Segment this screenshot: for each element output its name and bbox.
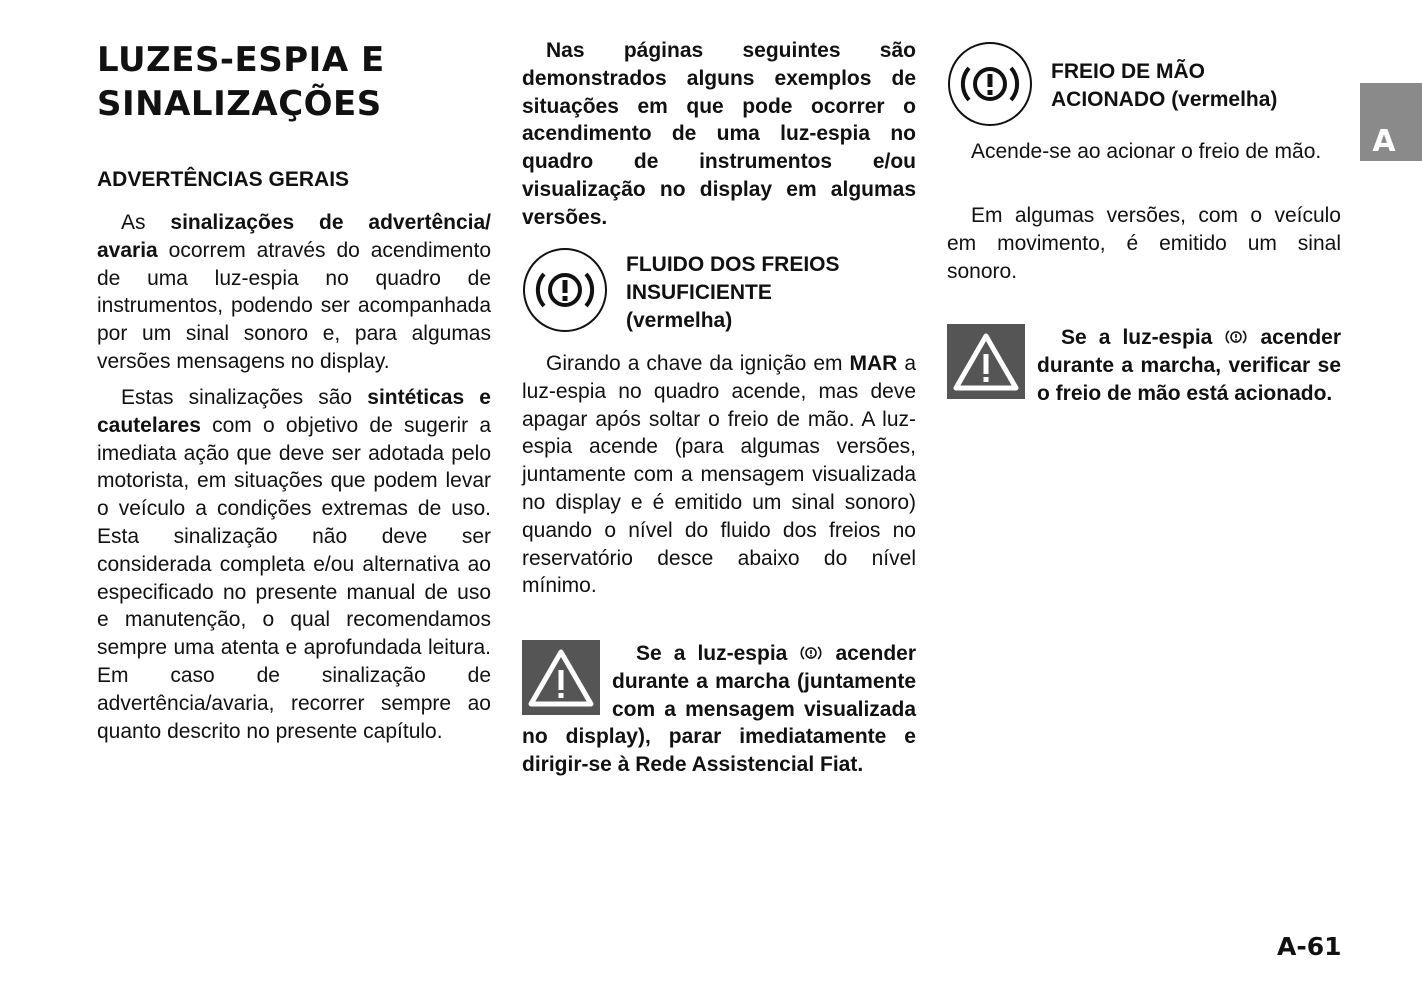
warning-triangle-icon xyxy=(947,324,1025,399)
text-run: As xyxy=(121,211,171,234)
brake-warning-icon xyxy=(947,41,1033,127)
paragraph-parking-brake-1: Acende-se ao acionar o freio de mão. xyxy=(971,140,1322,163)
lamp-heading-brake-fluid xyxy=(626,251,840,335)
text-run: Se a luz-espia xyxy=(636,642,788,665)
paragraph-brake-fluid xyxy=(522,350,916,600)
title-line-1: LUZES-ESPIA E xyxy=(97,40,385,80)
warning-triangle-icon xyxy=(522,640,600,715)
text-run: a luz-espia no quadro acende, mas deve apagar após soltar o freio de mão. A luz-espia acende (para algumas versões, juntamente com a mensagem visualizada no display e é emitido um sinal sonoro) quando o nível do fluido dos freios no reservatório desce abaixo do nível mínimo. xyxy=(522,352,917,598)
lamp-heading-line: (vermelha) xyxy=(1171,88,1278,111)
bold-run: MAR xyxy=(849,352,898,375)
page-number: A-61 xyxy=(1277,932,1342,961)
bold-run: sinalizações de advertência/ avaria xyxy=(97,211,491,262)
title-line-2: SINALIZAÇÕES xyxy=(97,84,382,124)
lamp-heading-parking-brake xyxy=(1051,58,1277,114)
paragraph-general-2 xyxy=(97,384,491,745)
warning-box-parking-brake xyxy=(947,324,1341,407)
text-run: acender durante a marcha (juntamente com a mensagem visualizada no display), parar imediatamente e dirigir-se à Rede Assistencial Fiat. xyxy=(522,642,916,777)
brake-warning-icon xyxy=(522,247,608,333)
intro-paragraph: Nas páginas seguintes são demonstrados alguns exemplos de situações em que pode ocorrer o acendimento de uma luz-espia no quadro de instrumentos e/ou visualização no display em algumas versões. xyxy=(522,39,916,229)
lamp-heading-line: ACIONADO xyxy=(1051,88,1166,111)
lamp-heading-line: FREIO DE MÃO xyxy=(1051,60,1206,83)
text-run: ocorrem através do acendimento de uma luz-espia no quadro de instrumentos, podendo ser acompanhada por um sinal sonoro e, para algumas versões mensagens no display. xyxy=(97,238,491,373)
brake-warning-icon xyxy=(1224,327,1248,347)
warning-box-brake-fluid xyxy=(522,640,916,779)
section-subheading: ADVERTÊNCIAS GERAIS xyxy=(97,168,350,191)
text-run: Estas sinalizações são xyxy=(121,386,368,409)
paragraph-general-1 xyxy=(97,209,491,376)
lamp-heading-line: (vermelha) xyxy=(626,309,733,332)
text-run: Girando a chave da ignição em xyxy=(546,352,850,375)
section-tab xyxy=(1360,83,1422,161)
brake-warning-icon xyxy=(799,643,823,663)
bold-run: sintéticas e cautelares xyxy=(97,386,491,437)
lamp-heading-line: INSUFICIENTE xyxy=(626,281,772,304)
text-run: Se a luz-espia xyxy=(1061,326,1213,349)
section-tab-letter: A xyxy=(1372,124,1396,159)
lamp-heading-line: FLUIDO DOS FREIOS xyxy=(626,253,840,276)
page-title xyxy=(97,38,385,126)
text-run: com o objetivo de sugerir a imediata ação que deve ser adotada pelo motorista, em situações que podem levar o veículo a condições extremas de uso. Esta sinalização não deve ser considerada completa e/ou alternativa ao especificado no presente manual de uso e manutenção, o qual recomendamos sempre uma atenta e aprofundada leitura. Em caso de sinalização de advertência/avaria, recorrer sempre ao quanto descrito no presente capítulo. xyxy=(97,413,491,743)
paragraph-parking-brake-2: Em algumas versões, com o veículo em movimento, é emitido um sinal sonoro. xyxy=(947,204,1341,283)
text-run: acender durante a marcha, verificar se o freio de mão está acionado. xyxy=(1037,326,1341,405)
